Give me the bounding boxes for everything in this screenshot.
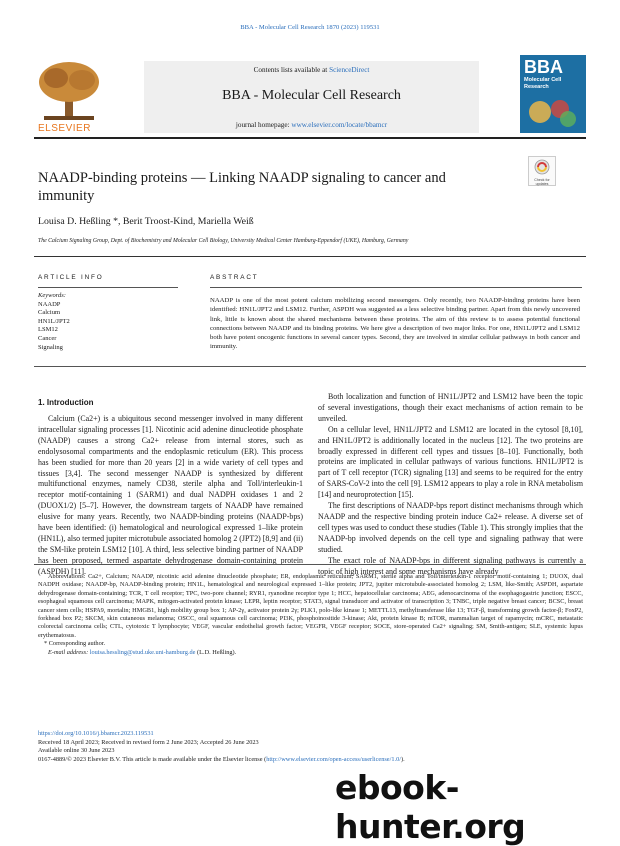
cover-title: BBA [524,57,563,77]
journal-info-box [144,61,479,133]
check-updates-icon [534,159,550,177]
body-column-left [38,414,303,578]
contents-line: Contents lists available at ScienceDirect [253,66,370,74]
keyword-item: Calcium [38,309,61,317]
footnote-rule [34,564,586,565]
keyword-item: Cancer [38,335,57,342]
abbreviations-note: Abbreviations: Ca2+, Calcium; NAADP, nicotinic acid adenine dinucleotide phosphate; ER, endoplasmic reticulum; SARM1, sterile alpha and Toll/interleukin-1 receptor motif-containing 1; DUOX, dual NADPH oxidase; NAADP-bp, NAADP-binding protein; HN1L, hematological and neurological expressed 1–like protein; JPT2, jupiter microtubule-associated homolog 2; LSM, like-Smith; ASPDH, aspartate dehydrogenase domain-containing; TCR, T cell receptor; TPC, two-pore channel; RYR1, ryanodine receptor type 1; HCC, hepatocellular carcinoma; AEG, adenocarcinoma of the esophagogastric junction; ESCC, esophageal squamous cell carcinoma; MAPK, mitogen-activated protein kinase; LEPR, leptin receptor; STAT3, signal transducer and activator of transcription 3; TNBC, triple negative breast cancer; BCSC, breast cancer stem cells; HSPA9, mortalin; HMGB1, high mobility group box 1; AP-2γ, activator protein 2γ; PLK1, polo-like kinase 1; METTL13, methyltransferase like 13; TGF-β, transforming growth factor-β; FoxP2, forkhead box P2; SKCM, skin cutaneous melanoma; OSCC, oral squamous cell carcinoma; PI3K, phosphoinositide 3-kinase; Akt, protein kinase B; mTOR, mammalian target of rapamycin; mCRC, metastatic colorectal carcinoma cells; CTL, cytotoxic T lymphocyte; VEGF, vascular endothelial growth factor; VEGFR, VEGF receptor; SOCE, store-operated Ca2+ signaling; SM, Smith-antigen; SLE, systemic lupus erythematosus. [38,573,583,639]
publication-details [38,730,583,764]
email-note: E-mail address: louisa.hessling@stud.uke.uni-hamburg.de (L.D. Heßling). [48,648,237,656]
info-rule [34,256,586,257]
keyword-item: Signaling [38,343,63,351]
available-online: Available online 30 June 2023 [38,747,115,755]
journal-title: BBA - Molecular Cell Research [222,88,401,103]
received-dates: Received 18 April 2023; Received in revised form 2 June 2023; Accepted 26 June 2023 [38,738,259,746]
article-title: NAADP-binding proteins — Linking NAADP signaling to cancer and immunity [38,170,446,204]
cover-subtitle: Molecular Cell Research [524,77,562,90]
author-email-link[interactable]: louisa.hessling@stud.uke.uni-hamburg.de [89,648,196,656]
license-line: 0167-4889/© 2023 Elsevier B.V. This article is made available under the Elsevier license (http://www.elsevier.com/open-access/userlicense/1.0/). [38,755,405,763]
check-for-updates-badge[interactable] [528,156,556,186]
watermark-text: ebook-hunter.org [335,768,526,846]
body-paragraph: On a cellular level, HN1L/JPT2 and LSM12 are located in the cytosol [8,10], and HN1L/JPT2 is additionally located in the nucleus [12]. The two proteins are broadly expressed in different cell types and tissues [8–10]. Functionally, both proteins are implicated in cellular pathways of various functions. HN1L/JPT2 is part of T cell receptor (TCR) signaling [13] and seems to be required for the entry of SARS-CoV-2 into the cell [9]. LSM12 appears to play a role in RNA metabolism [14] and neuroprotection [15]. [318,424,583,500]
sciencedirect-link[interactable]: ScienceDirect [329,66,370,74]
masthead [34,55,586,135]
cover-art [526,95,580,129]
body-paragraph: Both localization and function of HN1L/JPT2 and LSM12 have been the topic of several investigations, though their exact mechanisms of action remain to be unveiled. [318,392,583,423]
doi-link[interactable]: https://doi.org/10.1016/j.bbamcr.2023.119531 [38,730,154,737]
footnotes [38,573,583,657]
article-info-heading: ARTICLE INFO [38,274,104,281]
abstract-text: NAADP is one of the most potent calcium mobilizing second messengers. Only recently, two NAADP-binding proteins have been identified: HN1L/JPT2 and LSM12. Further, ASPDH was suggested as a less selective binding partner. Apart from this newly uncovered link, little is known about the shared mechanisms between these proteins. The aim of this review is to assess potential functional connections between NAADP and its binding proteins. We here give a description of two major links. For one, HN1L/JPT2 and LSM12 both have potent oncogenic functions in several cancer types. Second, they are involved in similar cellular pathways in both cancer and immunity. [210,297,580,351]
elsevier-wordmark: ELSEVIER [38,123,91,134]
body-paragraph: The first descriptions of NAADP-bps report distinct mechanisms through which NAADP and the respective binding protein induce Ca2+ release. A diverse set of cell types was used to conduct these studies (Table 1). This strongly implies that the NAADP-bp involved depends on the cell type and signaling pathway that were studied. [318,501,583,554]
journal-cover[interactable] [520,55,586,133]
affiliation: The Calcium Signaling Group, Dept. of Biochemistry and Molecular Cell Biology, University Medical Center Hamburg-Eppendorf (UKE), Hamburg, Germany [38,238,409,244]
keyword-item: HN1L/JPT2 [38,317,70,325]
keyword-item: NAADP [38,300,61,308]
section-heading-introduction: 1. Introduction [38,398,94,407]
corresponding-author-note: * Corresponding author. [44,640,106,648]
abstract-rule [210,287,582,288]
body-paragraph: The exact role of NAADP-bps in different signaling pathways is currently a topic of high interest and some mechanisms have already [318,555,583,576]
homepage-line: journal homepage: www.elsevier.com/locate/bbamcr [235,121,388,129]
body-column-right [318,392,583,577]
check-updates-label: Check for updates [534,178,550,186]
journal-reference[interactable]: BBA - Molecular Cell Research 1870 (2023) 119531 [240,24,380,31]
author-list[interactable]: Louisa D. Heßling *, Berit Troost-Kind, Mariella Weiß [38,216,254,227]
header-rule [34,137,586,139]
keywords-label: Keywords: [38,292,66,299]
body-paragraph: Calcium (Ca2+) is a ubiquitous second messenger involved in many different intracellular signaling processes [1]. Nicotinic acid adenine dinucleotide phosphate (NAADP) causes a strong Ca2+ release from internal stores, such as endolysosomal compartments and the endoplasmic reticulum (ER). This process has been studied for more than 20 years [2] in a wide variety of cell types and tissues [3,4]. The second messenger NAADP is synthesized by different multifunctional enzymes, namely CD38, sterile alpha and Toll/interleukin-1 receptor motif-containing 1 (SARM1) and dual NADPH oxidases 1 and 2 (DUOX1/2) [5–7]. However, the downstream targets of NAADP have remained elusive for many years. Recently, two NAADP-binding proteins (NAADP-bps) have been identified: (i) hematological and neurological expressed 1–like protein (HN1L), also termed jupiter microtubule associated homolog 2 (JPT2) [8,9] and (ii) the SM-like protein LSM12 [10]. A third, less selective binding partner of NAADP has been proposed, termed aspartate dehydrogenase domain-containing protein (ASPDH) [11]. [38,414,303,576]
license-link[interactable]: http://www.elsevier.com/open-access/userlicense/1.0/ [266,755,401,763]
abstract-heading: ABSTRACT [210,274,259,281]
article-info-rule [38,287,178,288]
keyword-item: LSM12 [38,326,58,334]
homepage-link[interactable]: www.elsevier.com/locate/bbamcr [291,121,388,129]
abstract-bottom-rule [34,366,586,367]
